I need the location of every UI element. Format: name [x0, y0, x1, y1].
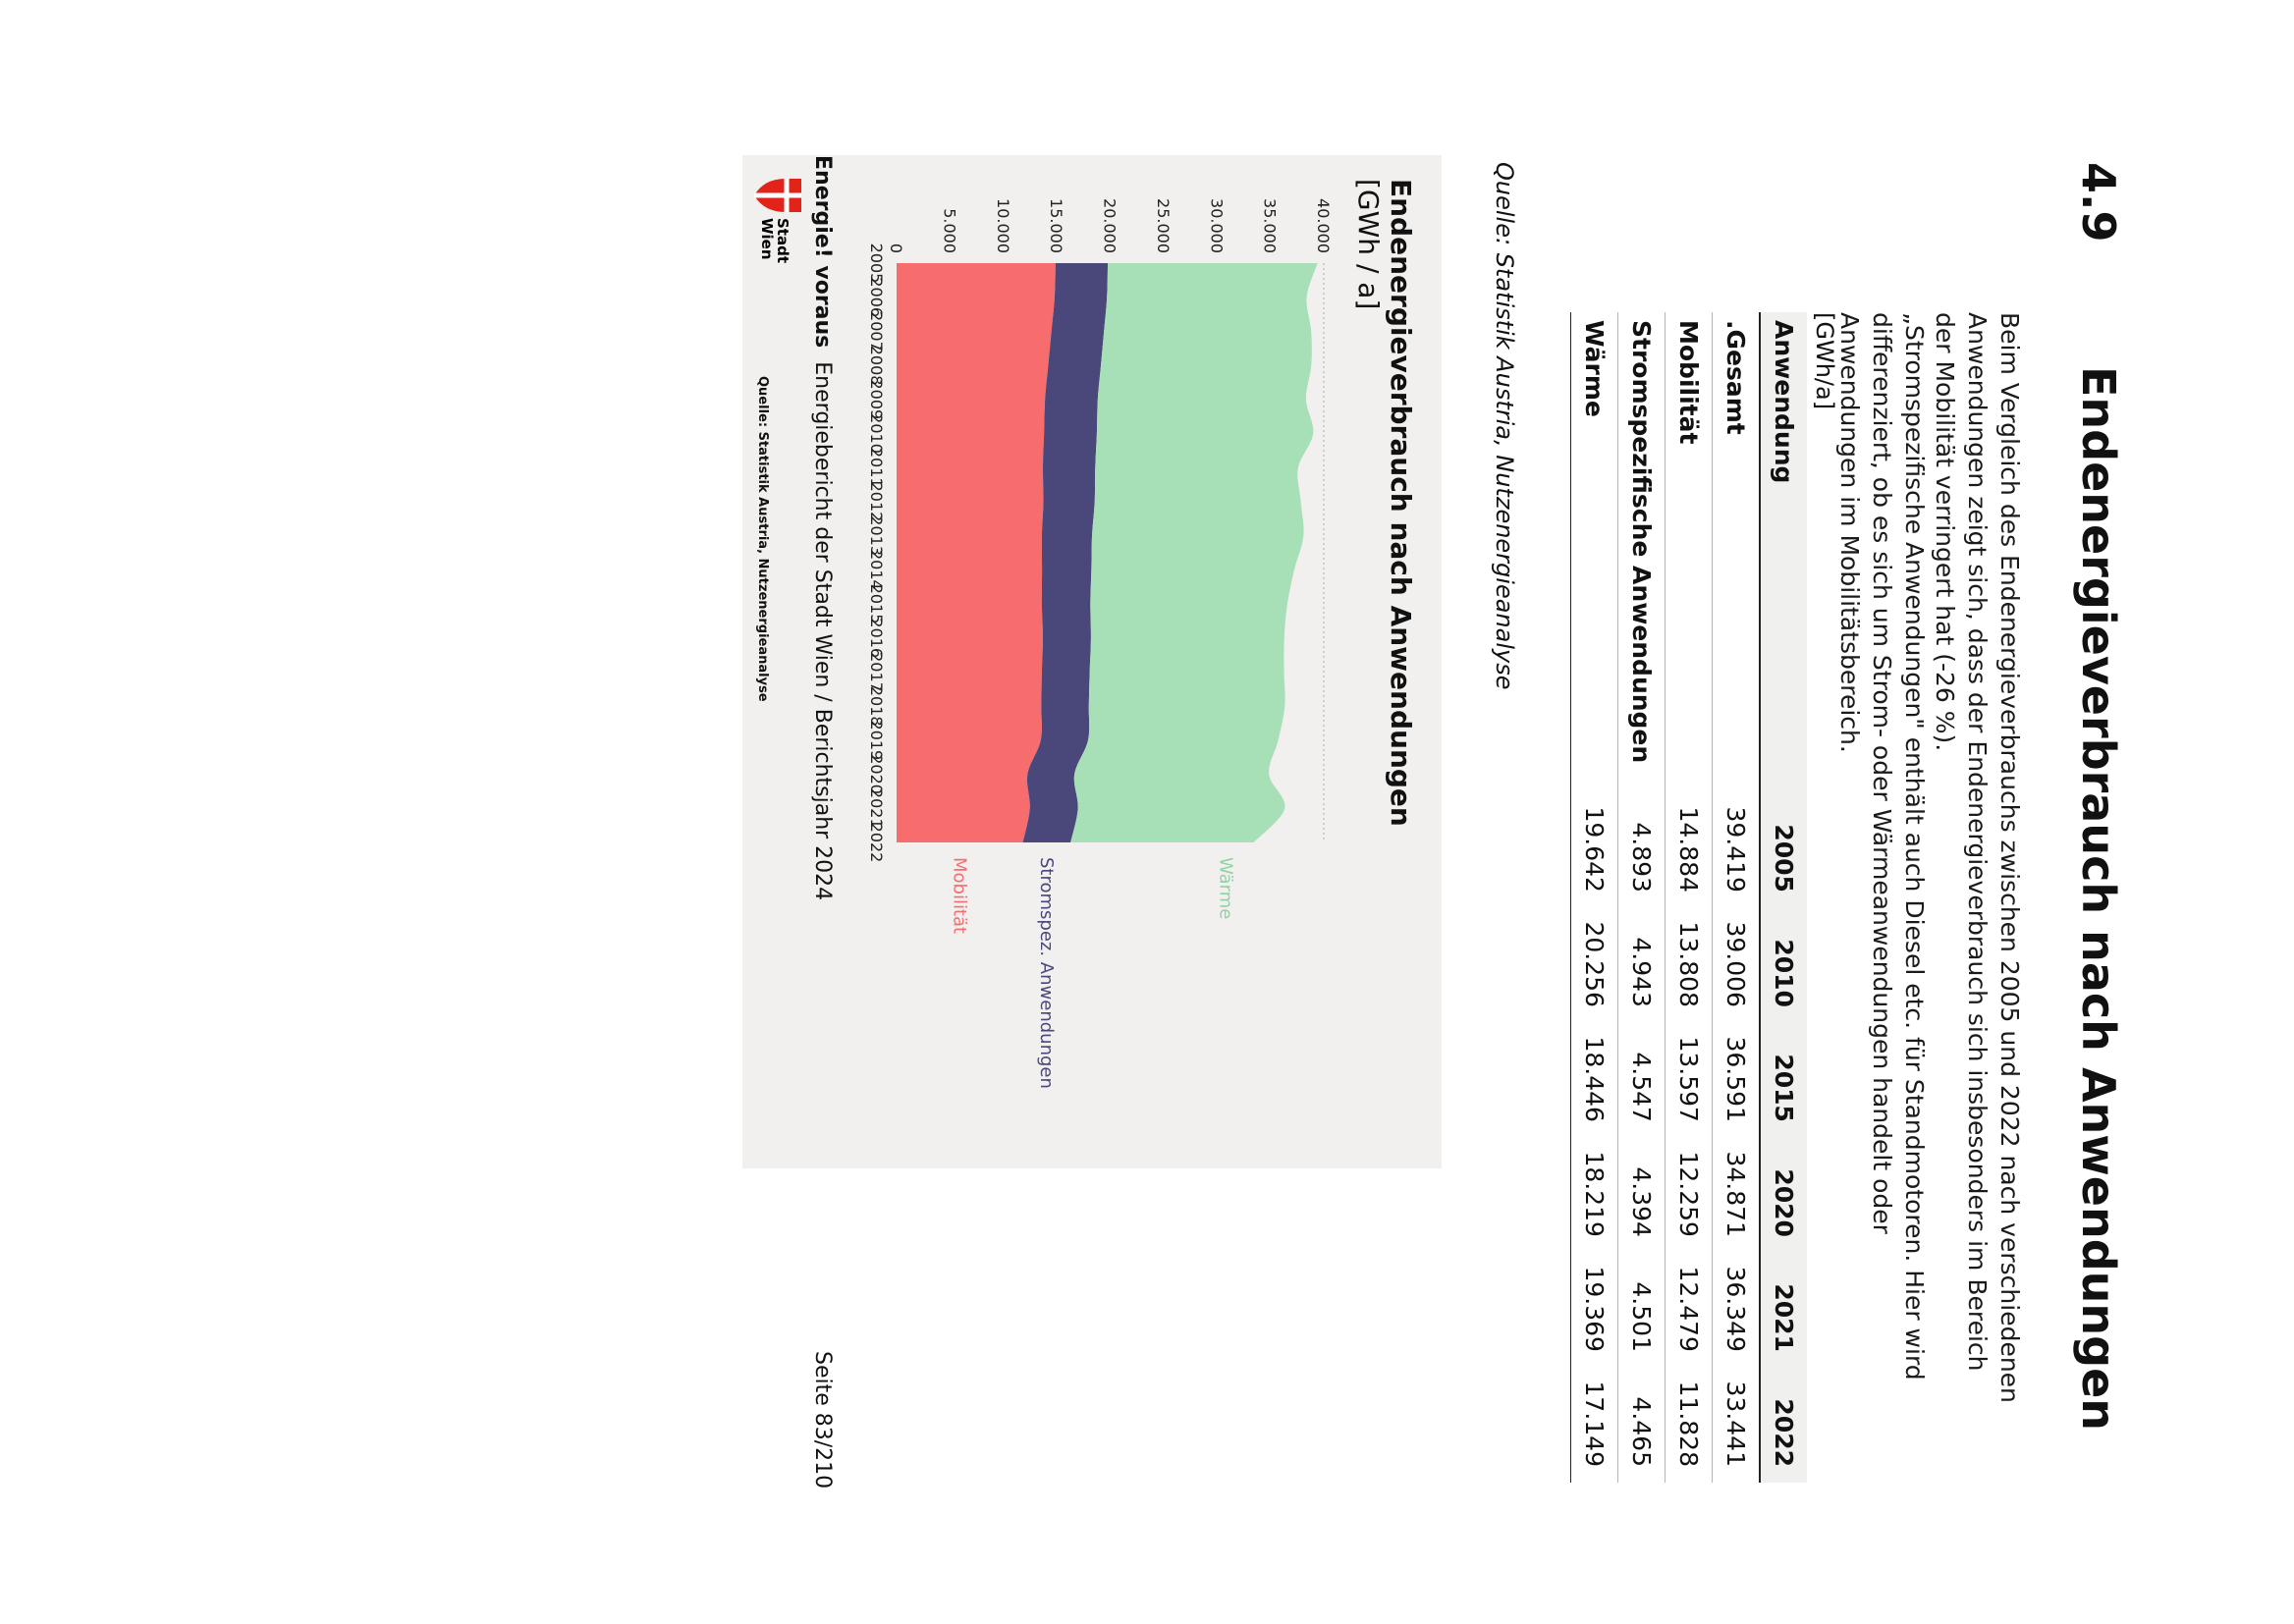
x-tick-label: 2016 [867, 618, 886, 659]
section-heading [2072, 162, 2125, 1431]
row-label: Mobilität [1666, 312, 1713, 793]
y-tick-label: 35.000 [1260, 198, 1280, 253]
area-wärme [1070, 263, 1317, 842]
x-tick-label: 2012 [867, 481, 886, 522]
table-cell: 13.808 [1666, 908, 1713, 1023]
chart-title: Endenergieverbrauch nach Anwendungen [1385, 179, 1417, 827]
column-header: 2005 [1760, 793, 1807, 908]
table-cell: 36.349 [1713, 1253, 1760, 1368]
table-cell: 19.369 [1571, 1253, 1618, 1368]
legend-label: Wärme [1215, 857, 1236, 920]
table-cell: 33.441 [1713, 1368, 1760, 1483]
table-cell: 36.591 [1713, 1023, 1760, 1138]
table-cell: 39.419 [1713, 793, 1760, 908]
column-header: 2022 [1760, 1368, 1807, 1483]
y-tick-label: 15.000 [1047, 198, 1066, 253]
footer-page-number: Seite 83/210 [810, 1351, 835, 1489]
table-row [1666, 312, 1713, 1483]
logo-text: StadtWien [758, 218, 792, 264]
column-header: 2010 [1760, 908, 1807, 1023]
y-tick-label: 5.000 [940, 208, 959, 253]
row-label: .Gesamt [1713, 312, 1760, 793]
x-tick-label: 2020 [867, 754, 886, 794]
x-tick-label: 2008 [867, 345, 886, 386]
stadt-wien-logo [754, 179, 801, 263]
table-cell: 14.884 [1666, 793, 1713, 908]
table-cell: 19.642 [1571, 793, 1618, 908]
table-cell: 13.597 [1666, 1023, 1713, 1138]
chart-source-note: Quelle: Statistik Austria, Nutzenergieanalyse [755, 376, 770, 702]
y-tick-label: 10.000 [993, 198, 1012, 253]
x-tick-label: 2022 [867, 822, 886, 863]
table-row [1618, 312, 1666, 1483]
table-header-row [1760, 312, 1807, 1483]
chart-panel [742, 155, 1442, 1168]
stacked-area-chart [742, 155, 1442, 1168]
legend-label: Mobilität [949, 857, 970, 935]
x-tick-label: 2021 [867, 787, 886, 829]
table-cell: 4.394 [1618, 1138, 1666, 1253]
y-tick-label: 30.000 [1207, 198, 1227, 253]
table-cell: 12.259 [1666, 1138, 1713, 1253]
x-tick-label: 2007 [867, 311, 886, 352]
x-tick-label: 2019 [867, 720, 886, 761]
paragraph-comparison: Beim Vergleich des Endenergieverbrauchs zwischen 2005 und 2022 nach verschiedenen Anwendungen zeigt sich, dass der Endenergieverbrauch sich insbesonders im Bereich der Mobilität verringert hat (-26 %). [1931, 312, 2024, 1403]
table-cell: 18.446 [1571, 1023, 1618, 1138]
x-tick-label: 2005 [867, 243, 886, 284]
section-number: 4.9 [2072, 162, 2125, 243]
table-source-note: Quelle: Statistik Austria, Nutzenergieanalyse [1491, 162, 1518, 690]
area-mobilität [897, 263, 1056, 842]
y-tick-label: 40.000 [1314, 198, 1333, 253]
paragraph-definition: „Stromspezifische Anwendungen" enthält auch Diesel etc. für Standmotoren. Hier wird differenziert, ob es sich um Strom- oder Wärmeanwendungen handelt oder Anwendungen im Mobilitätsbereich. [1835, 312, 1929, 1380]
x-tick-label: 2018 [867, 685, 886, 727]
chart-unit-label: [GWh / a] [1352, 179, 1385, 310]
table-cell: 12.479 [1666, 1253, 1713, 1368]
table-cell: 20.256 [1571, 908, 1618, 1023]
table-cell: 34.871 [1713, 1138, 1760, 1253]
column-header: 2021 [1760, 1253, 1807, 1368]
legend-label: Stromspez. Anwendungen [1035, 857, 1057, 1089]
footer-report-title: Energiebericht der Stadt Wien / Berichtsjahr 2024 [810, 361, 835, 901]
table-row [1571, 312, 1618, 1483]
table-cell: 4.547 [1618, 1023, 1666, 1138]
y-tick-label: 0 [887, 243, 905, 253]
x-tick-label: 2014 [867, 549, 886, 590]
table-cell: 39.006 [1713, 908, 1760, 1023]
row-label: Stromspezifische Anwendungen [1618, 312, 1666, 793]
row-label: Wärme [1571, 312, 1618, 793]
column-header: 2020 [1760, 1138, 1807, 1253]
column-header: Anwendung [1760, 312, 1807, 793]
x-tick-label: 2011 [867, 447, 886, 488]
table-cell: 4.465 [1618, 1368, 1666, 1483]
table-row [1713, 312, 1760, 1483]
section-title: Endenergieverbrauch nach Anwendungen [2072, 366, 2125, 1432]
table-cell: 4.943 [1618, 908, 1666, 1023]
x-tick-label: 2013 [867, 515, 886, 557]
footer-brand: Energie! voraus [810, 155, 835, 349]
table-cell: 4.501 [1618, 1253, 1666, 1368]
table-cell: 4.893 [1618, 793, 1666, 908]
table-unit: [GWh/a] [1811, 312, 1838, 410]
energy-table [1571, 312, 1808, 1483]
footer-report [810, 155, 835, 900]
table-cell: 18.219 [1571, 1138, 1618, 1253]
y-tick-label: 20.000 [1100, 198, 1120, 253]
y-tick-label: 25.000 [1153, 198, 1173, 253]
x-tick-label: 2009 [867, 379, 886, 420]
x-tick-label: 2006 [867, 277, 886, 318]
x-tick-label: 2015 [867, 583, 886, 624]
table-cell: 11.828 [1666, 1368, 1713, 1483]
x-tick-label: 2010 [867, 413, 886, 454]
table-cell: 17.149 [1571, 1368, 1618, 1483]
x-tick-label: 2017 [867, 652, 886, 692]
column-header: 2015 [1760, 1023, 1807, 1138]
